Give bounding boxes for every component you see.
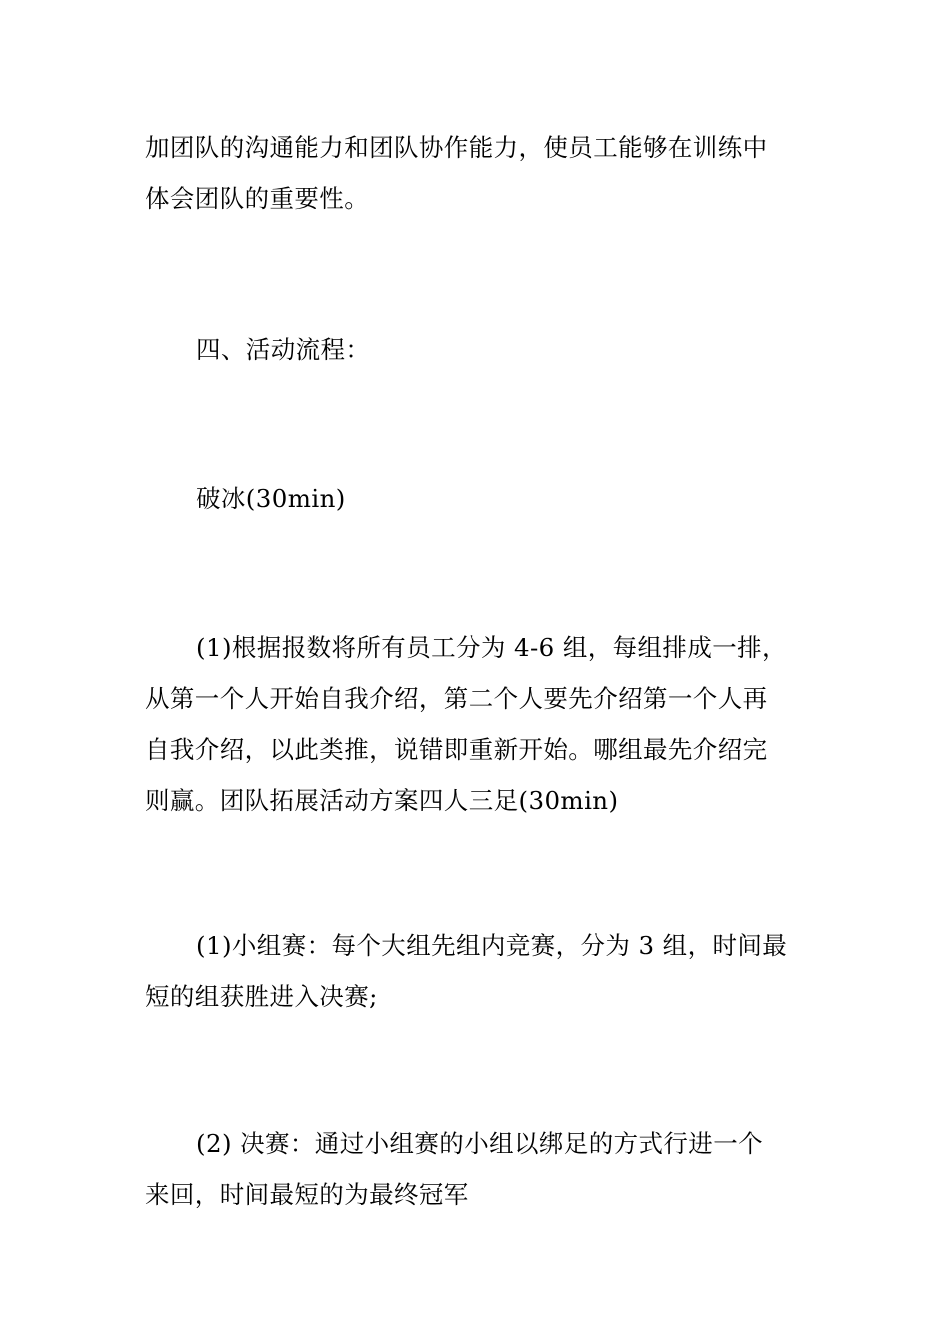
paragraph-icebreaker-rules <box>145 622 807 826</box>
text-line: 从第一个人开始自我介绍，第二个人要先介绍第一个人再 <box>145 684 768 713</box>
text-line: (2) 决赛：通过小组赛的小组以绑足的方式行进一个 <box>196 1129 763 1158</box>
text-line: 自我介绍，以此类推，说错即重新开始。哪组最先介绍完 <box>145 735 768 764</box>
section-heading-activity-process <box>145 324 807 375</box>
text-line: (1)小组赛：每个大组先组内竞赛，分为 3 组，时间最 <box>196 931 788 960</box>
subheading-text: 破冰(30min) <box>196 484 346 513</box>
paragraph-team-purpose <box>145 122 807 224</box>
text-line: 体会团队的重要性。 <box>145 184 370 213</box>
text-line: 来回，时间最短的为最终冠军 <box>145 1180 469 1209</box>
text-line: 加团队的沟通能力和团队协作能力，使员工能够在训练中 <box>145 133 768 162</box>
text-line: 则赢。团队拓展活动方案四人三足(30min) <box>145 786 619 815</box>
paragraph-final-stage <box>145 1118 807 1220</box>
text-line: (1)根据报数将所有员工分为 4-6 组，每组排成一排， <box>196 633 787 662</box>
paragraph-group-stage <box>145 920 807 1022</box>
subheading-icebreaker <box>145 473 807 524</box>
text-line: 短的组获胜进入决赛; <box>145 982 378 1011</box>
heading-text: 四、活动流程： <box>196 335 371 364</box>
